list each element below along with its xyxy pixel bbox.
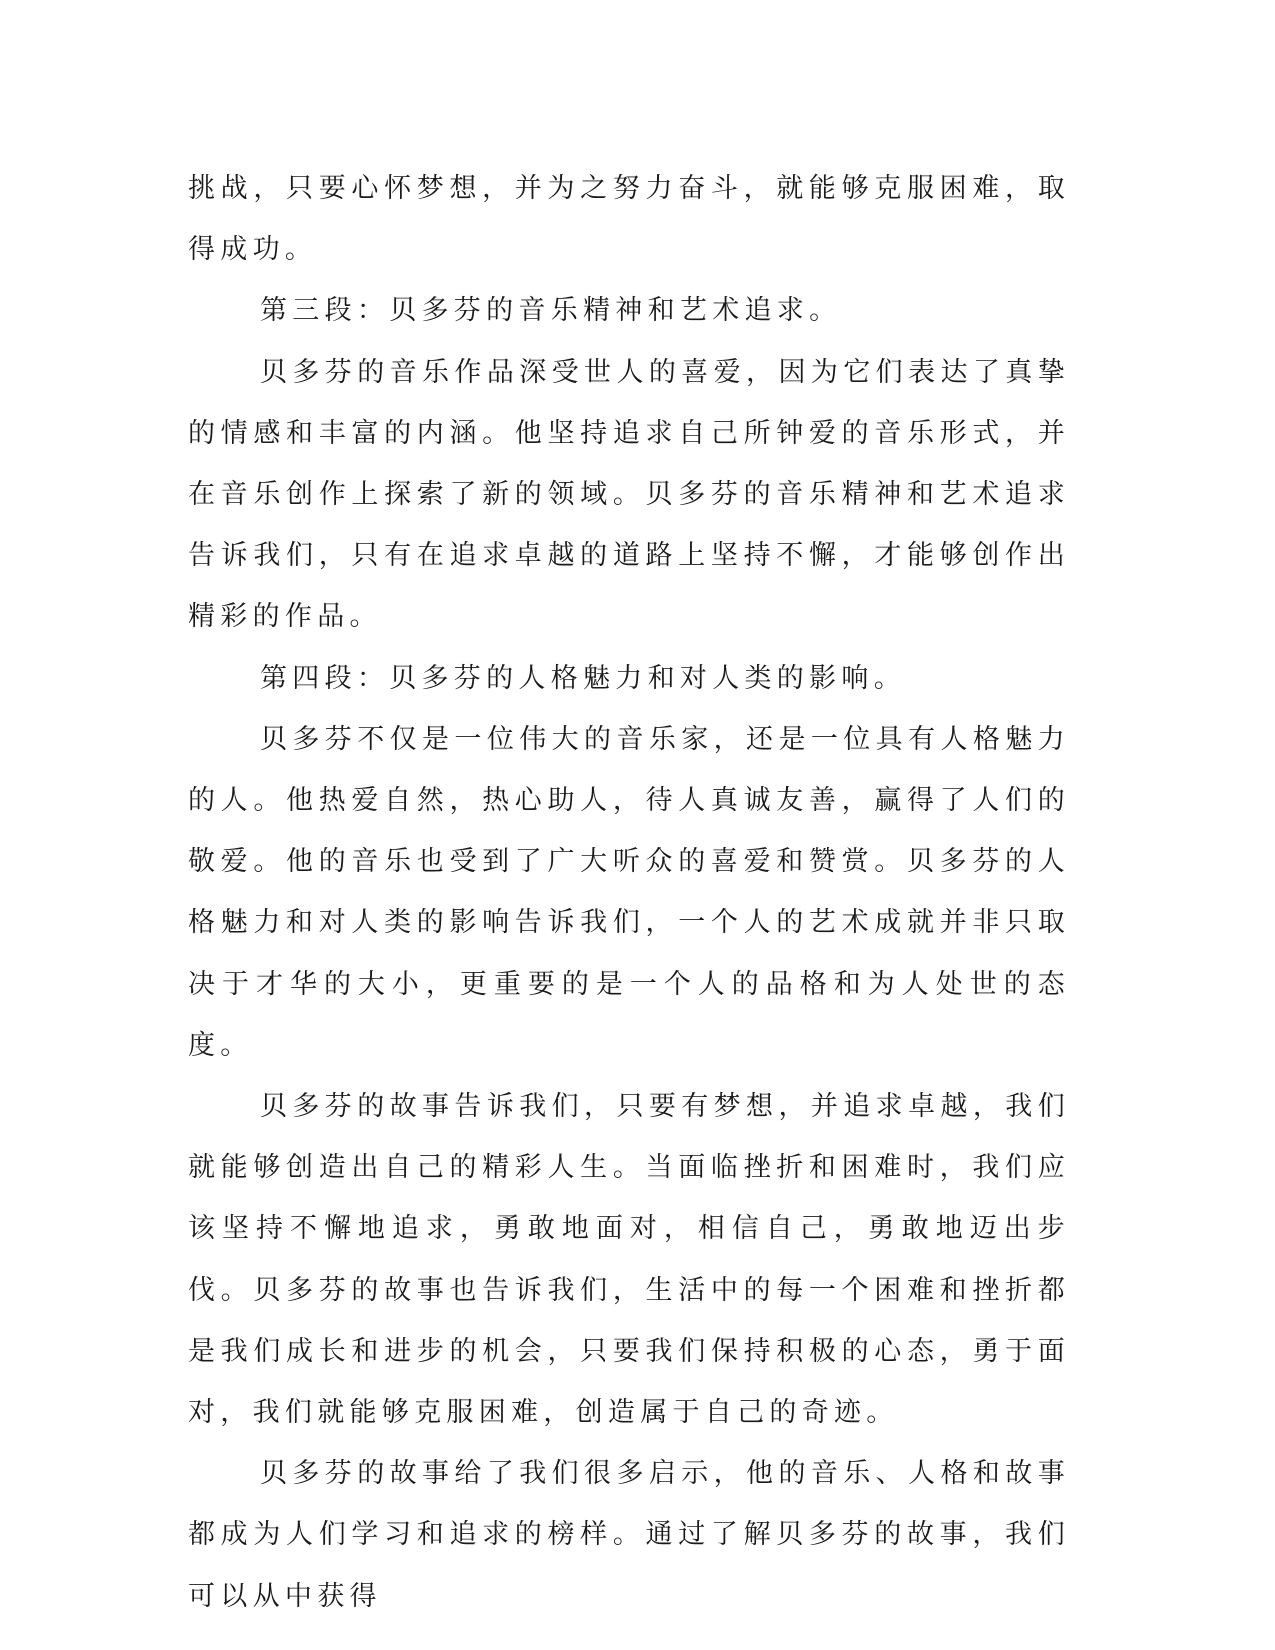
- section-heading-4: 第四段：贝多芬的人格魅力和对人类的影响。: [260, 662, 906, 694]
- paragraph-music-spirit: 贝多芬的音乐作品深受世人的喜爱，因为它们表达了真挚的情感和丰富的内涵。他坚持追求自己所钟爱的音乐形式，并在音乐创作上探索了新的领域。贝多芬的音乐精神和艺术追求告诉我们，只有在追求卓越的道路上坚持不懈，才能够创作出精彩的作品。: [188, 356, 1070, 633]
- paragraph-story-lessons: 贝多芬的故事告诉我们，只要有梦想，并追求卓越，我们就能够创造出自己的精彩人生。当面临挫折和困难时，我们应该坚持不懈地追求，勇敢地面对，相信自己，勇敢地迈出步伐。贝多芬的故事也告诉我们，生活中的每一个困难和挫折都是我们成长和进步的机会，只要我们保持积极的心态，勇于面对，我们就能够克服困难，创造属于自己的奇迹。: [188, 1091, 1070, 1429]
- section-heading-3: 第三段：贝多芬的音乐精神和艺术追求。: [260, 295, 842, 327]
- paragraph-personality: 贝多芬不仅是一位伟大的音乐家，还是一位具有人格魅力的人。他热爱自然，热心助人，待人真诚友善，赢得了人们的敬爱。他的音乐也受到了广大听众的喜爱和赞赏。贝多芬的人格魅力和对人类的影响告诉我们，一个人的艺术成就并非只取决于才华的大小，更重要的是一个人的品格和为人处世的态度。: [188, 723, 1070, 1061]
- paragraph-inspiration: 贝多芬的故事给了我们很多启示，他的音乐、人格和故事都成为人们学习和追求的榜样。通过了解贝多芬的故事，我们可以从中获得: [188, 1458, 1070, 1612]
- paragraph-continuation: 挑战，只要心怀梦想，并为之努力奋斗，就能够克服困难，取得成功。: [188, 173, 1070, 266]
- body-text: [188, 158, 1070, 1627]
